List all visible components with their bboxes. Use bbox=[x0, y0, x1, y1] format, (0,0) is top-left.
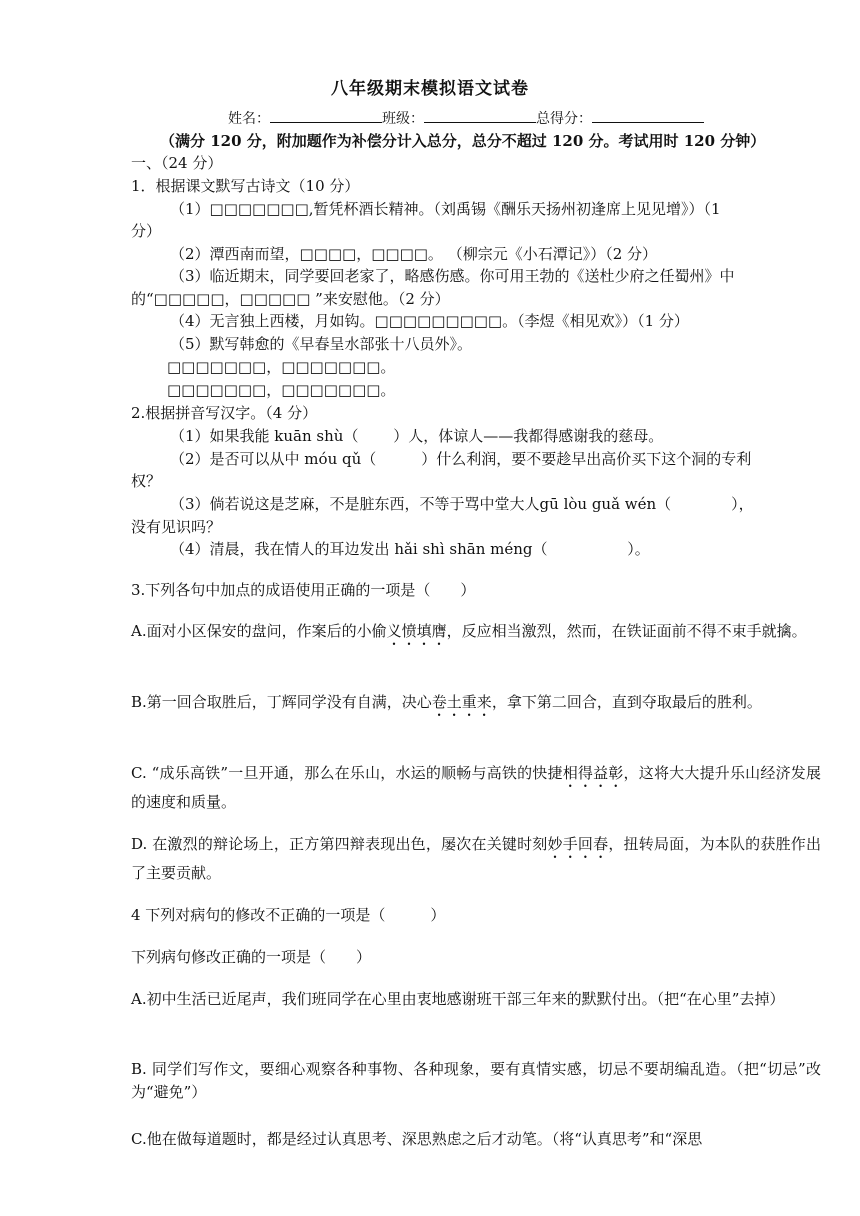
score-label: 总得分： bbox=[536, 111, 592, 127]
q3-heading: 3.下列各句中加点的成语使用正确的一项是（ ） bbox=[131, 581, 476, 599]
q2-item-3-cont: 没有见识吗？ bbox=[131, 518, 222, 536]
name-blank[interactable] bbox=[270, 108, 382, 123]
exam-note: （满分 120 分，附加题作为补偿分计入总分，总分不超过 120 分。考试用时 120 分钟） bbox=[160, 132, 766, 150]
q2-heading: 2.根据拼音写汉字。（4 分） bbox=[131, 404, 318, 422]
q4-subheading: 下列病句修改正确的一项是（ ） bbox=[131, 948, 372, 966]
q1-item-3-cont: 的“□□□□□，□□□□□ ”来安慰他。（2 分） bbox=[131, 290, 450, 308]
q1-poem-line-2: □□□□□□□，□□□□□□□。 bbox=[167, 381, 396, 399]
q1-item-3: （3）临近期末，同学要回老家了，略感伤感。你可用王勃的《送杜少府之任蜀州》中 bbox=[170, 267, 735, 285]
q3-d-idiom: 妙手回春 bbox=[547, 835, 609, 853]
q2-item-4: （4）清晨，我在情人的耳边发出 hǎi shì shān méng（ ）。 bbox=[170, 540, 650, 558]
q2-item-2-cont: 权？ bbox=[131, 472, 162, 490]
name-label: 姓名： bbox=[228, 111, 270, 127]
class-label: 班级： bbox=[382, 111, 424, 127]
q3-a-idiom: 义愤填膺 bbox=[386, 622, 447, 640]
q3-option-a: A.面对小区保安的盘问，作案后的小偷义愤填膺，反应相当激烈，然而，在铁证面前不得不束手就擒。 bbox=[131, 622, 807, 640]
q4-option-a: A.初中生活已近尾声，我们班同学在心里由衷地感谢班干部三年来的默默付出。（把“在心里”去掉） bbox=[131, 990, 785, 1008]
q3-option-d: D. 在激烈的辩论场上，正方第四辩表现出色，屡次在关键时刻妙手回春，扭转局面，为本队的获胜作出了主要贡献。 bbox=[131, 835, 821, 882]
q4-heading: 4 下列对病句的修改不正确的一项是（ ） bbox=[131, 906, 446, 924]
q1-poem-line-1: □□□□□□□，□□□□□□□。 bbox=[167, 358, 396, 376]
q3-option-c: C. “成乐高铁”一旦开通，那么在乐山，水运的顺畅与高铁的快捷相得益彰，这将大大提升乐山经济发展的速度和质量。 bbox=[131, 764, 821, 811]
class-blank[interactable] bbox=[424, 108, 536, 123]
student-info-row bbox=[228, 108, 820, 130]
q1-item-2: （2）潭西南而望，□□□□，□□□□。 （柳宗元《小石潭记》）（2 分） bbox=[170, 245, 658, 263]
q2-item-2: （2）是否可以从中 móu qǔ（ ）什么利润，要不要趁早出高价买下这个洞的专利 bbox=[170, 450, 752, 468]
exam-title: 八年级期末模拟语文试卷 bbox=[331, 79, 529, 99]
q1-heading: 1．根据课文默写古诗文（10 分） bbox=[131, 177, 360, 195]
q2-item-3: （3）倘若说这是芝麻，不是脏东西，不等于骂中堂大人gū lòu guǎ wén（ ）， bbox=[170, 495, 754, 513]
q4-option-b: B. 同学们写作文，要细心观察各种事物、各种现象，要有真情实感，切忌不要胡编乱造。（把“切忌”改为“避免”） bbox=[131, 1060, 821, 1101]
q1-item-1-cont: 分） bbox=[131, 222, 162, 240]
q3-c-idiom: 相得益彰 bbox=[562, 764, 624, 782]
section-1-heading: 一、（24 分） bbox=[131, 154, 223, 172]
q3-b-idiom: 卷土重来 bbox=[431, 693, 492, 711]
q2-item-1: （1）如果我能 kuān shù（ ）人，体谅人——我都得感谢我的慈母。 bbox=[170, 427, 664, 445]
q1-item-5: （5）默写韩愈的《早春呈水部张十八员外》。 bbox=[170, 335, 473, 353]
score-blank[interactable] bbox=[592, 108, 704, 123]
q3-option-b: B.第一回合取胜后，丁辉同学没有自满，决心卷土重来，拿下第二回合，直到夺取最后的胜利。 bbox=[131, 693, 762, 711]
q1-item-1: （1）□□□□□□□,暂凭杯酒长精神。（刘禹锡《酬乐天扬州初逢席上见见增》）（1 bbox=[170, 200, 721, 218]
q1-item-4: （4）无言独上西楼，月如钩。□□□□□□□□□。（李煜《相见欢》）（1 分） bbox=[170, 312, 689, 330]
q4-option-c: C.他在做每道题时，都是经过认真思考、深思熟虑之后才动笔。（将“认真思考”和“深思 bbox=[131, 1130, 703, 1148]
